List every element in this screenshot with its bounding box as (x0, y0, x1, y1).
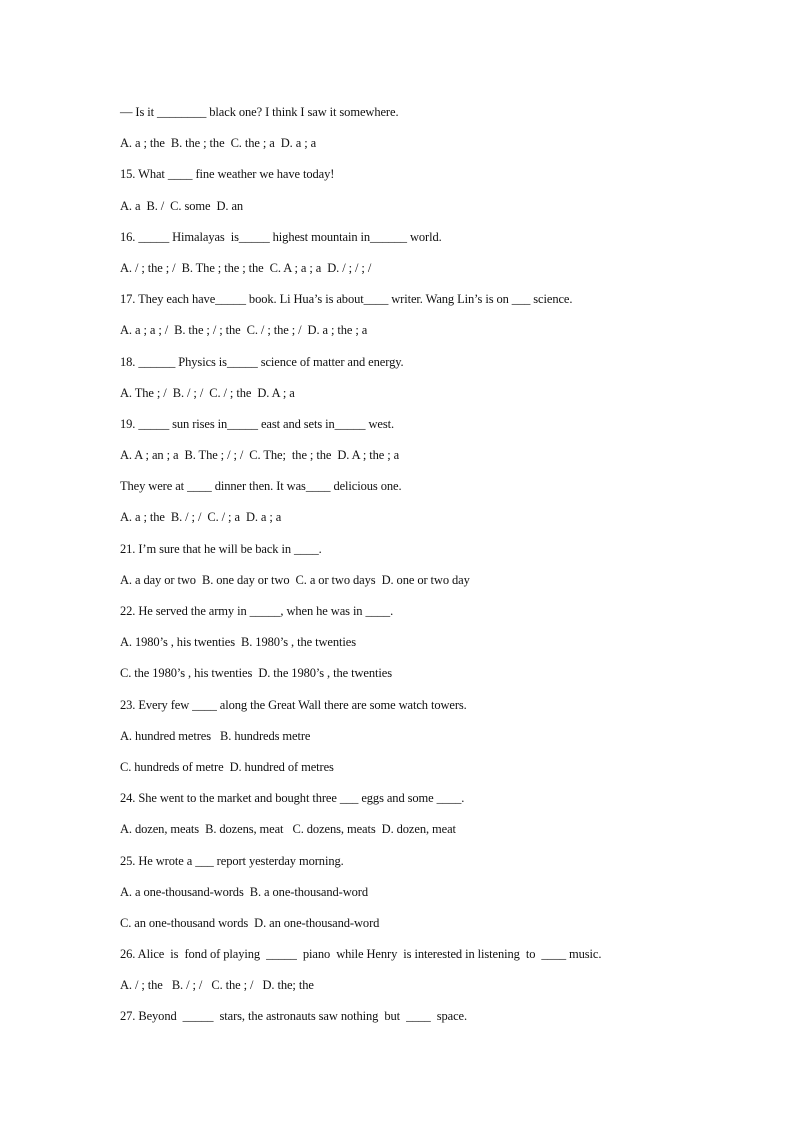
question-24-stem: 24. She went to the market and bought three ___ eggs and some ____. (120, 791, 465, 806)
question-27-stem: 27. Beyond _____ stars, the astronauts saw nothing but ____ space. (120, 1009, 468, 1024)
question-24-options: A. dozen, meats B. dozens, meat C. dozens, meats D. dozen, meat (120, 822, 456, 837)
question-23-stem: 23. Every few ____ along the Great Wall there are some watch towers. (120, 697, 467, 712)
question-14-options: A. a ; the B. the ; the C. the ; a D. a ; a (120, 136, 317, 151)
question-18-stem: 18. ______ Physics is_____ science of matter and energy. (120, 354, 404, 369)
question-23-options-cd: C. hundreds of metre D. hundred of metres (120, 759, 334, 774)
question-20-stem: They were at ____ dinner then. It was____ delicious one. (120, 479, 402, 494)
question-22-options-cd: C. the 1980’s , his twenties D. the 1980’s , the twenties (120, 666, 392, 681)
question-26-options: A. / ; the B. / ; / C. the ; / D. the; the (120, 978, 314, 993)
question-21-options: A. a day or two B. one day or two C. a or two days D. one or two day (120, 572, 470, 587)
question-19-stem: 19. _____ sun rises in_____ east and sets in_____ west. (120, 416, 394, 431)
question-22-options-ab: A. 1980’s , his twenties B. 1980’s , the twenties (120, 635, 356, 650)
question-25-options-ab: A. a one-thousand-words B. a one-thousand-word (120, 884, 369, 899)
question-22-stem: 22. He served the army in _____, when he was in ____. (120, 604, 394, 618)
question-19-options: A. A ; an ; a B. The ; / ; / C. The; the ; the D. A ; the ; a (120, 448, 400, 463)
question-17-stem: 17. They each have_____ book. Li Hua’s is about____ writer. Wang Lin’s is on ___ science. (120, 292, 573, 307)
question-25-stem: 25. He wrote a ___ report yesterday morning. (120, 853, 344, 868)
question-17-options: A. a ; a ; / B. the ; / ; the C. / ; the ; / D. a ; the ; a (120, 323, 368, 338)
question-14-stem: — Is it ________ black one? I think I saw it somewhere. (120, 105, 399, 119)
question-25-options-cd: C. an one-thousand words D. an one-thousand-word (120, 915, 380, 930)
question-23-options-ab: A. hundred metres B. hundreds metre (120, 728, 311, 743)
question-16-options: A. / ; the ; / B. The ; the ; the C. A ; a ; a D. / ; / ; / (120, 260, 372, 275)
question-20-options: A. a ; the B. / ; / C. / ; a D. a ; a (120, 510, 282, 525)
question-26-stem: 26. Alice is fond of playing _____ piano while Henry is interested in listening to ____ music. (120, 947, 602, 962)
document-body (120, 102, 680, 1038)
question-16-stem: 16. _____ Himalayas is_____ highest mountain in______ world. (120, 229, 442, 244)
question-18-options: A. The ; / B. / ; / C. / ; the D. A ; a (120, 385, 295, 400)
question-15-options: A. a B. / C. some D. an (120, 198, 244, 213)
question-15-stem: 15. What ____ fine weather we have today! (120, 167, 335, 182)
question-21-stem: 21. I’m sure that he will be back in ____. (120, 541, 322, 556)
